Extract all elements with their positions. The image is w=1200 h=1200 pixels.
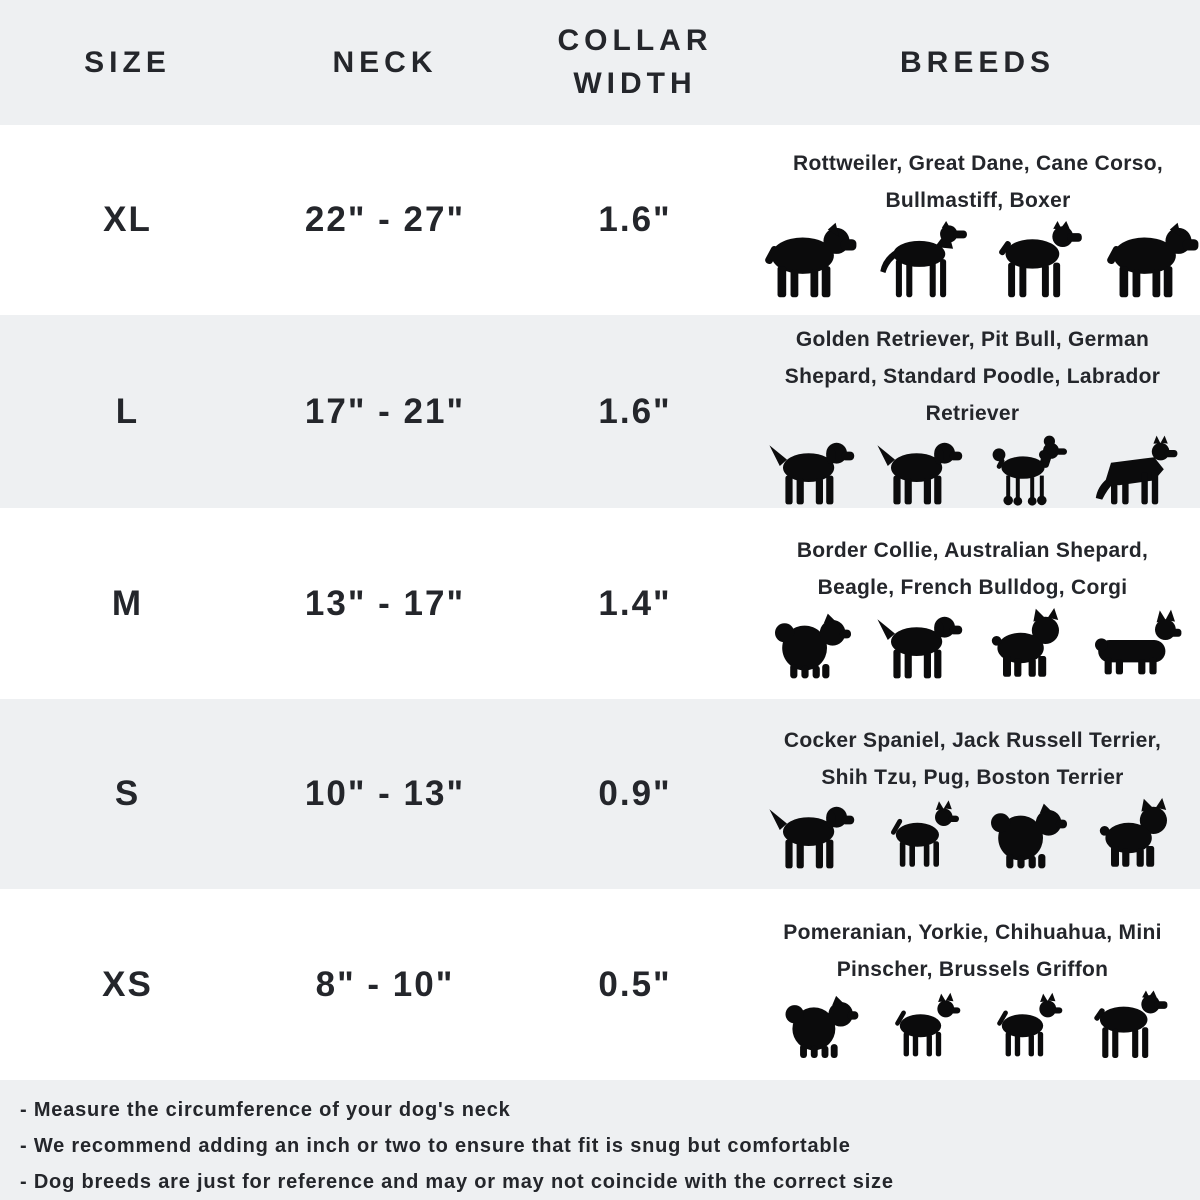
- collar-width-value: 1.6": [598, 391, 672, 431]
- breeds-list: Golden Retriever, Pit Bull, German Shepard, Standard Poodle, Labrador Retriever: [784, 328, 1161, 426]
- chihuahua-icon: [978, 990, 1070, 1060]
- column-header-collar-width: COLLAR WIDTH: [557, 23, 713, 101]
- labrador-retriever-icon: [870, 434, 968, 506]
- breeds-cell: [755, 508, 1200, 699]
- dog-icons: [762, 608, 1184, 680]
- size-value: S: [114, 774, 141, 814]
- table-row-s: [0, 699, 1200, 890]
- standard-poodle-icon: [978, 434, 1076, 506]
- breeds-list: Cocker Spaniel, Jack Russell Terrier, Shih Tzu, Pug, Boston Terrier: [783, 729, 1162, 790]
- collar-width-value: 0.5": [598, 964, 672, 1004]
- breeds-list: Rottweiler, Great Dane, Cane Corso, Bullmastiff, Boxer: [793, 152, 1163, 213]
- table-row-l: [0, 315, 1200, 508]
- note-add-inch: - We recommend adding an inch or two to ensure that fit is snug but comfortable: [20, 1135, 851, 1157]
- cane-corso-icon: [983, 221, 1087, 299]
- beagle-icon: [870, 608, 968, 680]
- dog-icons: [762, 434, 1184, 506]
- collar-width-value: 1.6": [598, 200, 672, 240]
- breeds-list: Pomeranian, Yorkie, Chihuahua, Mini Pinscher, Brussels Griffon: [783, 920, 1162, 981]
- column-header-neck: NECK: [332, 45, 438, 79]
- yorkie-icon: [876, 990, 968, 1060]
- neck-value: 17" - 21": [304, 391, 466, 431]
- golden-retriever-icon: [762, 434, 860, 506]
- bullmastiff-icon: [1097, 221, 1200, 299]
- neck-value: 10" - 13": [304, 774, 466, 814]
- australian-shepherd-icon: [762, 608, 860, 680]
- dog-icons: [774, 990, 1172, 1060]
- size-value: M: [111, 583, 144, 623]
- breeds-list: Border Collie, Australian Shepard, Beagle, French Bulldog, Corgi: [796, 538, 1149, 599]
- size-value: XL: [103, 200, 152, 240]
- neck-value: 13" - 17": [304, 583, 466, 623]
- breeds-cell: [755, 315, 1200, 508]
- size-value: L: [115, 391, 140, 431]
- note-measure-neck: - Measure the circumference of your dog's neck: [20, 1099, 511, 1121]
- table-row-m: [0, 508, 1200, 699]
- great-dane-icon: [869, 221, 973, 299]
- shih-tzu-icon: [978, 798, 1076, 870]
- neck-value: 8" - 10": [315, 964, 455, 1004]
- rottweiler-icon: [755, 221, 859, 299]
- corgi-icon: [1086, 608, 1184, 680]
- pomeranian-icon: [774, 990, 866, 1060]
- breeds-cell: [755, 699, 1200, 890]
- jack-russell-terrier-icon: [870, 798, 968, 870]
- column-header-size: SIZE: [84, 45, 171, 79]
- cocker-spaniel-icon: [762, 798, 860, 870]
- mini-pinscher-icon: [1080, 990, 1172, 1060]
- table-row-xs: [0, 889, 1200, 1080]
- table-header-row: [0, 0, 1200, 125]
- neck-value: 22" - 27": [304, 200, 466, 240]
- size-value: XS: [102, 964, 153, 1004]
- german-shepherd-icon: [1086, 434, 1184, 506]
- pug-icon: [1086, 798, 1184, 870]
- collar-width-value: 0.9": [598, 774, 672, 814]
- dog-icons: [755, 221, 1200, 299]
- column-header-breeds: BREEDS: [899, 45, 1056, 79]
- note-breeds-reference: - Dog breeds are just for reference and may or may not coincide with the correct size: [20, 1171, 894, 1193]
- measurement-notes: [0, 1080, 1200, 1200]
- breeds-cell: [755, 125, 1200, 316]
- collar-width-value: 1.4": [598, 583, 672, 623]
- dog-icons: [762, 798, 1184, 870]
- table-row-xl: [0, 125, 1200, 316]
- french-bulldog-icon: [978, 608, 1076, 680]
- breeds-cell: [755, 889, 1200, 1080]
